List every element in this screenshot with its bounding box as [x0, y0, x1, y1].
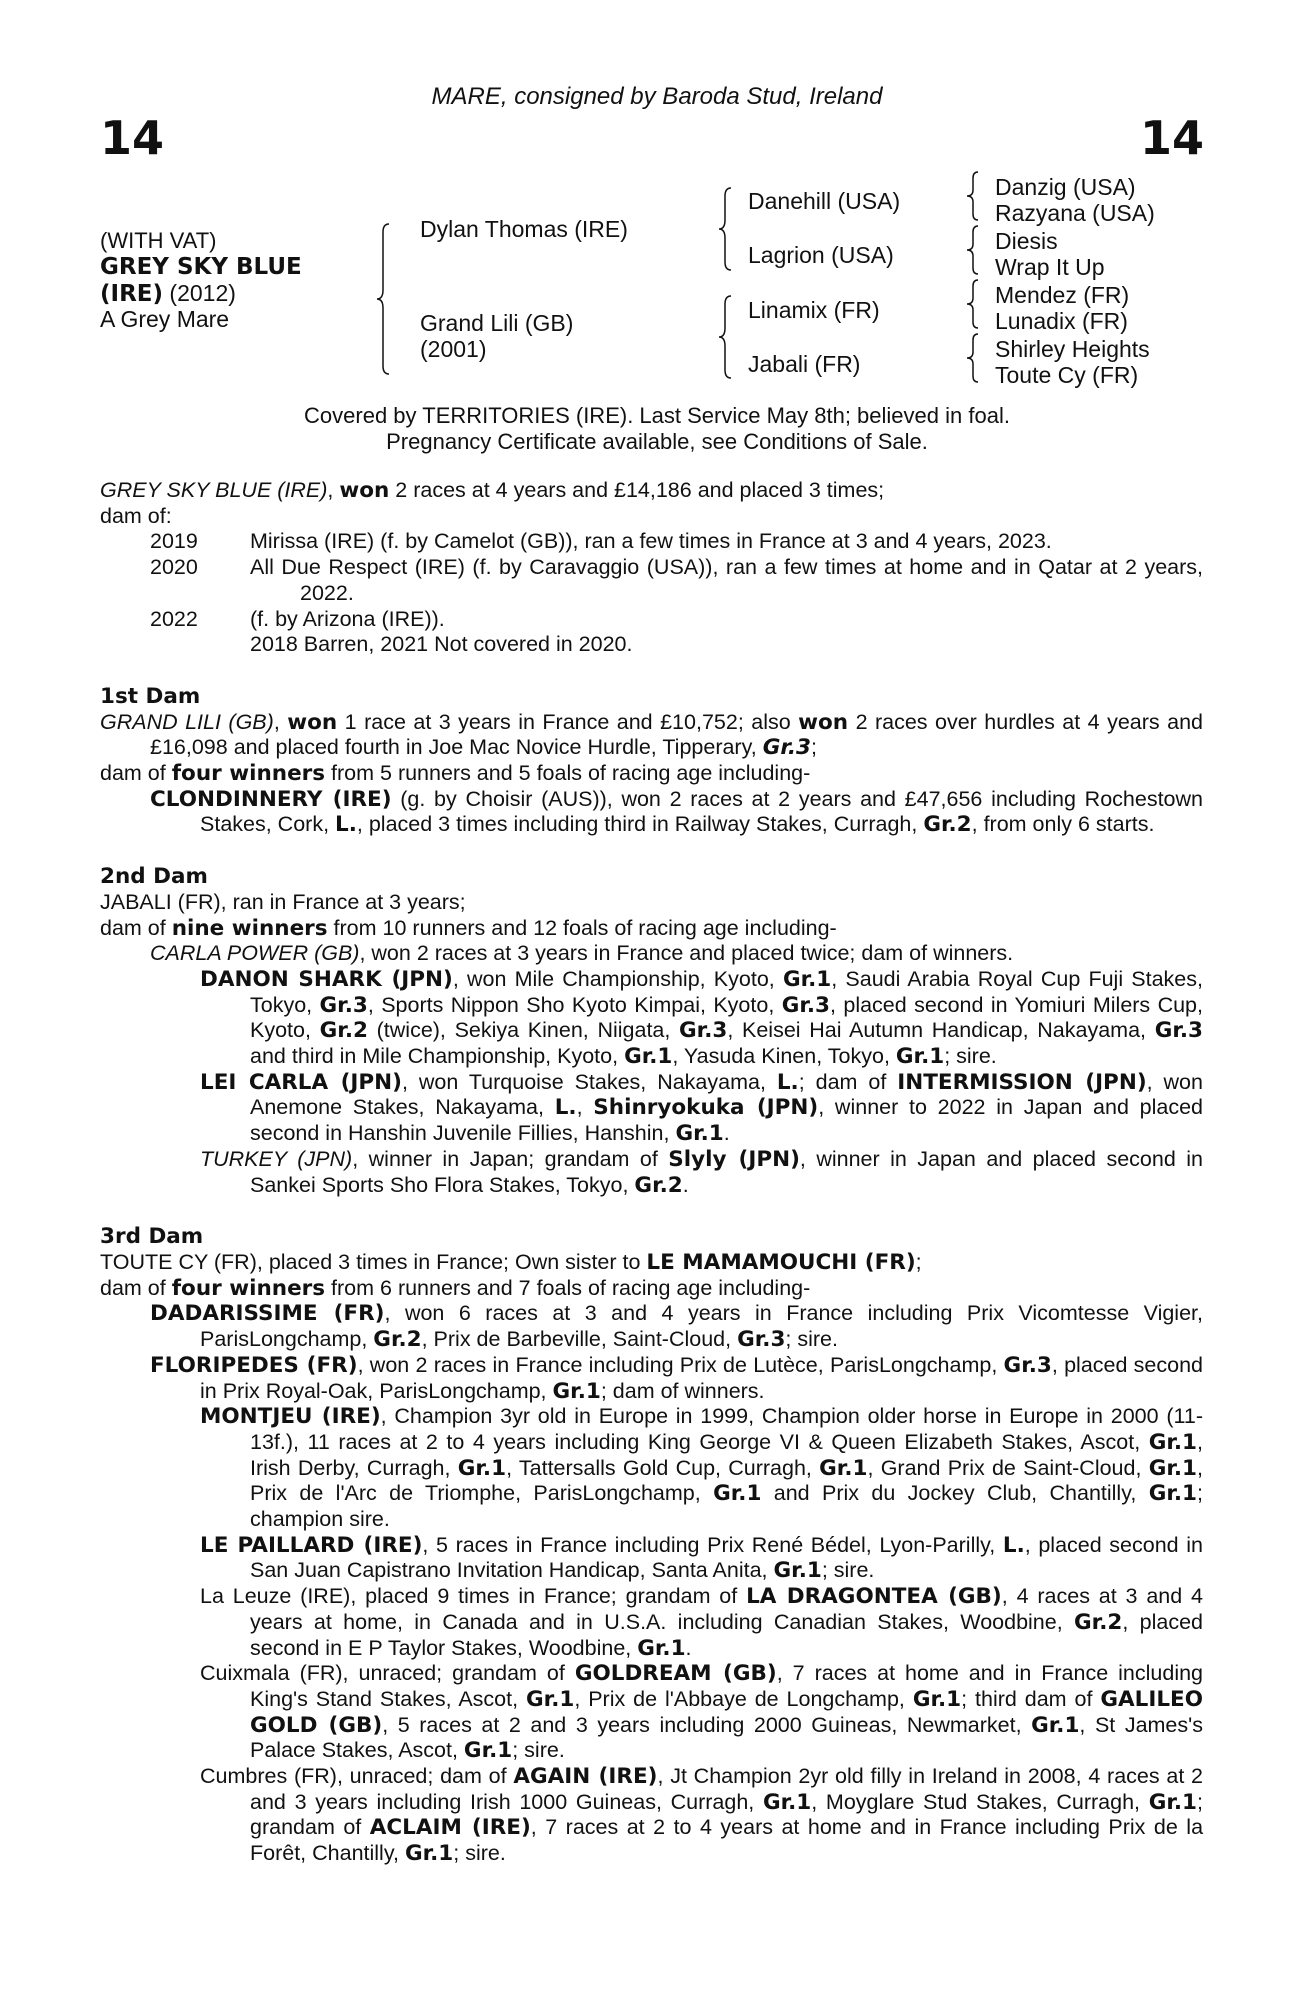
grade-label: Gr.1: [624, 1044, 673, 1070]
horse-name: Slyly (JPN): [668, 1146, 800, 1172]
grade-label: L.: [554, 1095, 577, 1121]
produce-entry: [100, 1764, 1203, 1867]
foal-year: 2019: [150, 529, 198, 554]
text: , won 2 races in France including Prix de Lutèce, ParisLongchamp,: [357, 1352, 1004, 1377]
catalogue-body: [100, 478, 1203, 1867]
foal-year: 2022: [150, 606, 198, 631]
horse-name: AGAIN (IRE): [513, 1764, 658, 1790]
horse-name-line2: [100, 280, 236, 307]
pedigree-bracket: [966, 334, 980, 382]
text: , won Turquoise Stakes, Nakayama,: [401, 1069, 777, 1094]
covering-info: [0, 403, 1314, 455]
text: , Jt Champion 2yr old filly in Ireland in 2008, 4 races at 2 and 3 years including Irish 1000 Guineas, Curragh,: [250, 1764, 1204, 1814]
horse-name: LA DRAGONTEA (GB): [746, 1584, 1002, 1610]
produce-entry: [100, 1070, 1203, 1147]
produce-intro: GREY SKY BLUE (IRE), won 2 races at 4 years and £14,186 and placed 3 times;: [100, 478, 885, 503]
text: La Leuze (IRE), placed 9 times in France; grandam of: [200, 1584, 747, 1609]
horse-name: INTERMISSION (JPN): [897, 1069, 1147, 1095]
text: ; sire.: [785, 1327, 838, 1352]
text: , won Mile Championship, Kyoto,: [452, 966, 783, 991]
grandsire-dam: Lagrion (USA): [748, 242, 894, 268]
grade-label: Gr.2: [634, 1172, 683, 1198]
grade-label: Gr.3: [762, 735, 812, 761]
text: ; sire.: [453, 1841, 506, 1866]
produce-entry: [100, 941, 1203, 967]
pedigree-bracket: [966, 280, 980, 328]
text: (g. by Choisir (AUS)), won 2 races at 2 years and £47,656 including Rochestown Stakes, Cork,: [200, 786, 1203, 837]
text: , Champion 3yr old in Europe in 1999, Champion older horse in Europe in 2000 (11-13f.), 11 races at 2 to 4 years including King George VI & Queen Elizabeth Stakes, Ascot,: [250, 1404, 1203, 1454]
grade-label: Gr.3: [1003, 1352, 1052, 1378]
section-heading-3rd-dam: 3rd Dam: [100, 1224, 204, 1250]
mare-name: GREY SKY BLUE (IRE): [100, 478, 328, 502]
produce-entry: [100, 1661, 1203, 1764]
text: , won 6 races at 3 and 4 years in France including Prix Vicomtesse Vigier, ParisLongchamp,: [200, 1301, 1203, 1352]
horse-country: (IRE): [100, 281, 164, 307]
won-label: won: [287, 709, 338, 735]
grade-label: Gr.1: [675, 1121, 724, 1147]
grade-label: Gr.2: [1074, 1609, 1123, 1635]
text: ; third dam of: [961, 1686, 1101, 1711]
text: Cumbres (FR), unraced; dam of: [200, 1764, 514, 1789]
winners-count: four winners: [171, 761, 326, 787]
grade-label: Gr.1: [912, 1686, 962, 1712]
grade-label: L.: [335, 812, 357, 838]
text: , Prix de l'Arc de Triomphe, ParisLongchamp,: [250, 1455, 1203, 1506]
dam: Grand Lili (GB): [420, 310, 574, 336]
grade-label: Gr.1: [713, 1481, 762, 1507]
horse-name: CARLA POWER (GB): [150, 941, 360, 966]
grade-label: Gr.1: [463, 1738, 513, 1764]
grade-label: Gr.3: [781, 992, 830, 1018]
section-heading-2nd-dam: 2nd Dam: [100, 864, 208, 890]
text: , from only 6 starts.: [971, 812, 1155, 837]
grade-label: Gr.1: [1148, 1455, 1198, 1481]
produce-entry: [100, 1533, 1203, 1584]
grade-label: Gr.1: [457, 1455, 507, 1481]
text: ; sire.: [944, 1044, 997, 1069]
foal-entry: [100, 529, 1203, 555]
grade-label: Gr.1: [895, 1044, 945, 1070]
text: , St James's Palace Stakes, Ascot,: [250, 1712, 1203, 1763]
text: ; champion sire.: [250, 1481, 1203, 1532]
text: , Moyglare Stud Stakes, Curragh,: [811, 1789, 1149, 1814]
horse-name: GALILEO GOLD (GB): [250, 1686, 1204, 1738]
text: from 6 runners and 7 foals of racing age including-: [325, 1275, 811, 1300]
text: ; dam of: [798, 1069, 898, 1094]
grandsire: Danehill (USA): [748, 188, 901, 214]
grade-label: L.: [1002, 1532, 1025, 1558]
dam-name: GRAND LILI (GB): [100, 709, 274, 734]
horse-description: A Grey Mare: [100, 306, 230, 332]
horse-name: MONTJEU (IRE): [200, 1404, 381, 1430]
dam3-summary: [100, 1250, 1203, 1276]
text: , placed second in E P Taylor Stakes, Woodbine,: [250, 1609, 1204, 1660]
text: .: [685, 1635, 692, 1660]
text: ; dam of winners.: [600, 1378, 765, 1403]
grade-label: Gr.1: [552, 1378, 601, 1404]
horse-name: CLONDINNERY (IRE): [150, 786, 392, 812]
text: (twice), Sekiya Kinen, Niigata,: [367, 1018, 680, 1043]
produce-entry: [100, 1353, 1203, 1404]
produce-entry: [100, 967, 1203, 1070]
great-grandparent: Razyana (USA): [995, 200, 1155, 226]
text: Cuixmala (FR), unraced; grandam of: [200, 1661, 575, 1686]
winners-count: four winners: [171, 1275, 326, 1301]
pedigree-bracket: [966, 226, 980, 274]
produce-entry: [100, 1584, 1203, 1661]
great-grandparent: Lunadix (FR): [995, 308, 1128, 334]
pedigree-bracket: [376, 224, 392, 374]
text: ; sire.: [512, 1738, 565, 1763]
text: ; grandam of: [250, 1789, 1203, 1840]
text: , Irish Derby, Curragh,: [250, 1429, 1203, 1480]
winners-count: nine winners: [171, 915, 328, 941]
great-grandparent: Danzig (USA): [995, 174, 1136, 200]
foal-entry: [100, 555, 1203, 606]
grade-label: Gr.2: [319, 1018, 368, 1044]
horse-name: LEI CARLA (JPN): [200, 1069, 402, 1095]
text: , 7 races at 2 to 4 years at home and in France including Prix de la Forêt, Chantilly,: [250, 1815, 1204, 1866]
text: , 5 races at 2 and 3 years including 2000 Guineas, Newmarket,: [382, 1712, 1032, 1737]
great-grandparent: Mendez (FR): [995, 282, 1130, 308]
text: .: [723, 1121, 730, 1146]
produce-entry: [100, 1147, 1203, 1198]
granddam: Jabali (FR): [748, 351, 861, 377]
won-label: won: [798, 709, 849, 735]
grade-label: Gr.1: [782, 966, 832, 992]
horse-name: Shinryokuka (JPN): [593, 1095, 819, 1121]
grade-label: Gr.1: [1148, 1481, 1198, 1507]
horse-name: LE PAILLARD (IRE): [200, 1532, 423, 1558]
text: , placed second in Prix Royal-Oak, ParisLongchamp,: [200, 1352, 1204, 1403]
horse-name: LE MAMAMOUCHI (FR): [646, 1249, 916, 1275]
pedigree-bracket: [718, 296, 734, 378]
text: , Sports Nippon Sho Kyoto Kimpai, Kyoto,: [367, 992, 782, 1017]
foal-entry: [100, 632, 1203, 658]
grade-label: Gr.1: [526, 1686, 575, 1712]
covering-line: Covered by TERRITORIES (IRE). Last Service May 8th; believed in foal.: [304, 403, 1010, 428]
grade-label: Gr.1: [1031, 1712, 1080, 1738]
text: , placed second in San Juan Capistrano Invitation Handicap, Santa Anita,: [250, 1532, 1203, 1583]
granddam-sire: Linamix (FR): [748, 297, 880, 323]
great-grandparent: Diesis: [995, 228, 1058, 254]
great-grandparent: Wrap It Up: [995, 254, 1105, 280]
grade-label: Gr.1: [773, 1558, 822, 1584]
intro-text: 2 races at 4 years and £14,186 and placed 3 times;: [389, 478, 885, 502]
text: dam of: [100, 761, 172, 786]
pedigree-bracket: [966, 172, 980, 220]
sire: Dylan Thomas (IRE): [420, 216, 628, 242]
foal-text: (f. by Arizona (IRE)).: [250, 606, 445, 631]
dam1-summary: GRAND LILI (GB), won 1 race at 3 years in France and £10,752; also won 2 races over hurdles at 4 years and £16,098 and placed fourth in Joe Mac Novice Hurdle, Tipperary, Gr.3;: [100, 709, 1203, 761]
horse-name: GOLDREAM (GB): [574, 1661, 777, 1687]
grade-label: Gr.1: [637, 1635, 686, 1661]
produce-entry: [100, 787, 1203, 838]
text: dam of: [100, 915, 172, 940]
text: ;: [915, 1249, 922, 1274]
produce-entry: [100, 1404, 1203, 1533]
pregnancy-line: Pregnancy Certificate available, see Conditions of Sale.: [386, 429, 928, 454]
foal-entry: [100, 607, 1203, 633]
won-label: won: [339, 478, 390, 503]
text: , winner in Japan and placed second in Sankei Sports Sho Flora Stakes, Tokyo,: [250, 1146, 1203, 1197]
grade-label: Gr.1: [819, 1455, 868, 1481]
horse-name: GREY SKY BLUE: [100, 254, 302, 280]
horse-name: DANON SHARK (JPN): [200, 966, 453, 992]
grade-label: Gr.2: [923, 812, 972, 838]
foal-text: 2018 Barren, 2021 Not covered in 2020.: [250, 632, 633, 657]
dam-year: (2001): [420, 336, 487, 362]
foal-text: Mirissa (IRE) (f. by Camelot (GB)), ran a few times in France at 3 and 4 years, 2023.: [250, 529, 1052, 554]
foal-year: 2020: [150, 555, 198, 580]
grade-label: Gr.1: [762, 1789, 812, 1815]
grade-label: L.: [776, 1069, 799, 1095]
produce-entry: [100, 1301, 1203, 1352]
horse-name: TURKEY (JPN): [200, 1146, 353, 1171]
text: , Tattersalls Gold Cup, Curragh,: [506, 1455, 820, 1480]
text: , 7 races at home and in France including King's Stand Stakes, Ascot,: [250, 1661, 1204, 1711]
text: and third in Mile Championship, Kyoto,: [250, 1044, 625, 1069]
text: , Keisei Hai Autumn Handicap, Nakayama,: [727, 1018, 1155, 1043]
text: , Yasuda Kinen, Tokyo,: [672, 1044, 896, 1069]
text: , placed second in Yomiuri Milers Cup, Kyoto,: [250, 992, 1203, 1043]
dam1-produce-line: [100, 761, 1203, 787]
dam2-produce-line: [100, 916, 1203, 942]
text: , won 2 races at 3 years in France and placed twice; dam of winners.: [359, 941, 1014, 966]
text: and Prix du Jockey Club, Chantilly,: [761, 1481, 1149, 1506]
grade-label: Gr.3: [737, 1327, 786, 1353]
section-heading-1st-dam: 1st Dam: [100, 683, 201, 709]
dam2-summary: JABALI (FR), ran in France at 3 years;: [100, 889, 466, 914]
text: , Grand Prix de Saint-Cloud,: [867, 1455, 1149, 1480]
text: 1 race at 3 years in France and £10,752; also: [337, 709, 799, 734]
text: , 5 races in France including Prix René Bédel, Lyon-Parilly,: [422, 1532, 1003, 1557]
text: ; sire.: [821, 1558, 875, 1583]
dam3-produce-line: [100, 1276, 1203, 1302]
grade-label: Gr.2: [373, 1327, 422, 1353]
pedigree-bracket: [718, 188, 734, 270]
lot-number-left: 14: [100, 111, 165, 165]
foal-text: All Due Respect (IRE) (f. by Caravaggio (USA)), ran a few times at home and in Qatar at 2 years, 2022.: [250, 555, 1203, 605]
great-grandparent: Toute Cy (FR): [995, 362, 1139, 388]
text: ;: [811, 735, 817, 760]
text: , winner to 2022 in Japan and placed second in Hanshin Juvenile Fillies, Hanshin,: [250, 1095, 1203, 1146]
horse-name: DADARISSIME (FR): [150, 1301, 385, 1327]
grade-label: Gr.3: [1154, 1018, 1203, 1044]
text: from 5 runners and 5 foals of racing age including-: [325, 761, 811, 786]
text: , won Anemone Stakes, Nakayama,: [250, 1069, 1203, 1120]
text: , placed 3 times including third in Railway Stakes, Curragh,: [356, 812, 924, 837]
horse-vat: (WITH VAT): [100, 228, 217, 253]
grade-label: Gr.3: [319, 992, 368, 1018]
grade-label: Gr.1: [1148, 1789, 1198, 1815]
horse-name: FLORIPEDES (FR): [150, 1352, 358, 1378]
consignor-line: MARE, consigned by Baroda Stud, Ireland: [431, 83, 883, 110]
text: , Prix de Barbeville, Saint-Cloud,: [421, 1327, 738, 1352]
text: , 4 races at 3 and 4 years at home, in Canada and in U.S.A. including Canadian Stakes, Woodbine,: [250, 1584, 1204, 1634]
text: .: [682, 1172, 689, 1197]
grade-label: Gr.1: [404, 1841, 454, 1867]
horse-name: ACLAIM (IRE): [369, 1815, 531, 1841]
great-grandparent: Shirley Heights: [995, 336, 1150, 362]
grade-label: Gr.3: [679, 1018, 728, 1044]
text: 2 races over hurdles at 4 years and £16,098 and placed fourth in Joe Mac Novice Hurdle, Tipperary,: [150, 709, 1203, 760]
text: ,: [576, 1095, 594, 1120]
horse-year: (2012): [163, 280, 236, 306]
grade-label: Gr.1: [1148, 1429, 1198, 1455]
lot-number-right: 14: [1139, 111, 1204, 165]
text: , winner in Japan; grandam of: [352, 1146, 669, 1171]
text: , Prix de l'Abbaye de Longchamp,: [574, 1686, 913, 1711]
text: , Saudi Arabia Royal Cup Fuji Stakes, Tokyo,: [250, 966, 1203, 1017]
text: TOUTE CY (FR), placed 3 times in France; Own sister to: [100, 1249, 647, 1274]
dam-of-label: dam of:: [100, 503, 172, 528]
text: dam of: [100, 1275, 172, 1300]
text: from 10 runners and 12 foals of racing age including-: [327, 915, 837, 940]
